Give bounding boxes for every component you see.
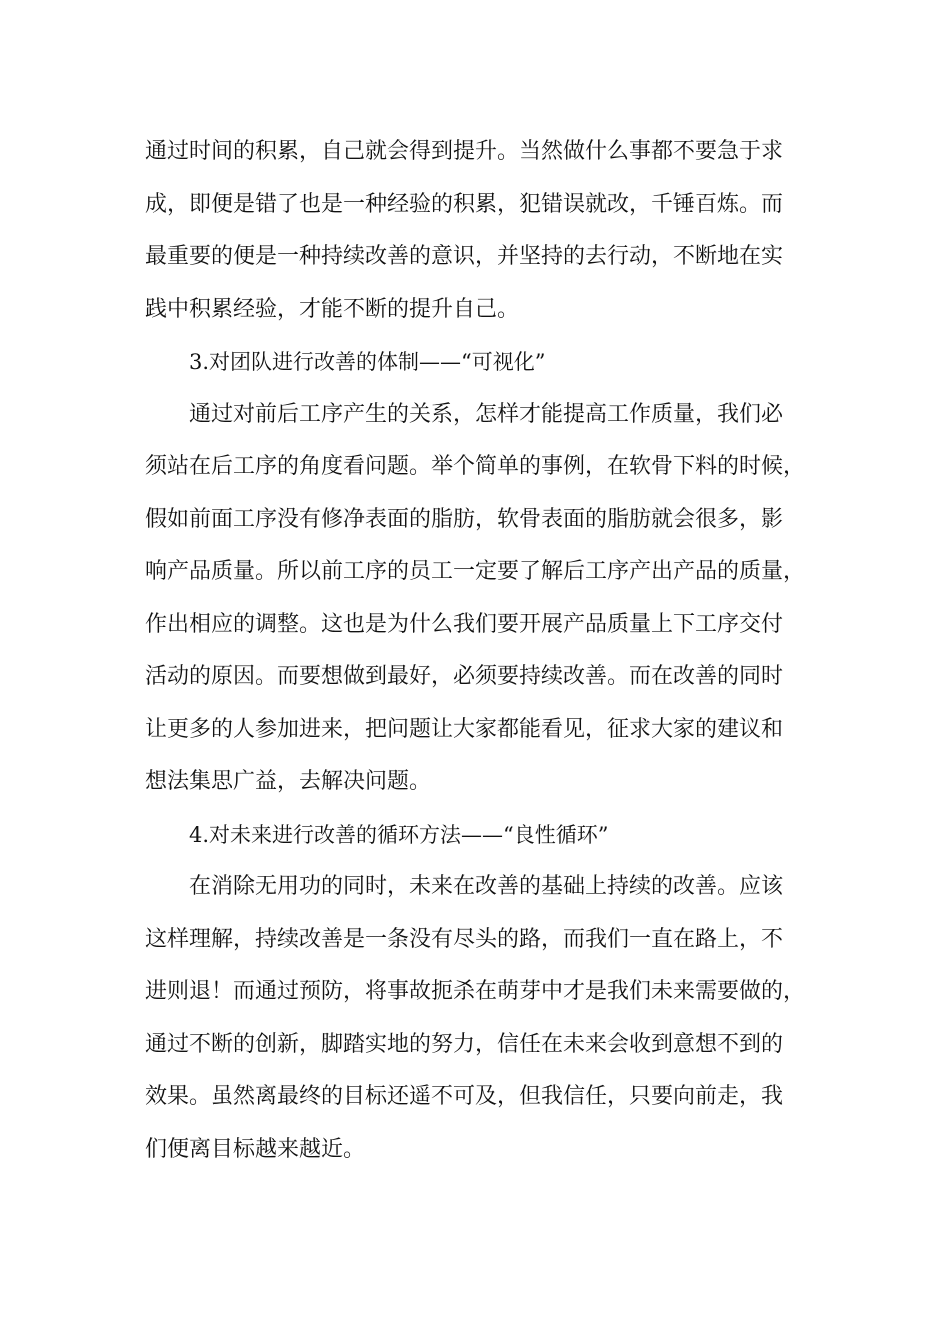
text-line: 通过不断的创新，脚踏实地的努力，信任在未来会收到意想不到的 — [145, 1031, 784, 1057]
paragraph-continuation — [145, 126, 845, 336]
text-line: 在消除无用功的同时，未来在改善的基础上持续的改善。应该 — [189, 874, 784, 899]
document-body — [145, 126, 845, 1176]
text-line: 活动的原因。而要想做到最好，必须要持续改善。而在改善的同时 — [145, 664, 784, 689]
text-line: 最重要的便是一种持续改善的意识，并坚持的去行动，不断地在实 — [145, 244, 784, 269]
text-line: 让更多的人参加进来，把问题让大家都能看见，征求大家的建议和 — [145, 716, 784, 742]
text-line: 作出相应的调整。这也是为什么我们要开展产品质量上下工序交付 — [145, 611, 784, 637]
text-line: 假如前面工序没有修净表面的脂肪，软骨表面的脂肪就会很多，影 — [145, 506, 784, 532]
text-line: 通过对前后工序产生的关系，怎样才能提高工作质量，我们必 — [189, 401, 784, 427]
section-heading-4: 4.对未来进行改善的循环方法——“良性循环” — [189, 822, 609, 847]
paragraph-virtuous-cycle — [145, 861, 845, 1176]
text-line: 须站在后工序的角度看问题。举个简单的事例，在软骨下料的时候， — [145, 454, 806, 479]
text-line: 这样理解，持续改善是一条没有尽头的路，而我们一直在路上，不 — [145, 926, 784, 952]
text-line: 践中积累经验，才能不断的提升自己。 — [145, 296, 520, 322]
text-line: 进则退！而通过预防，将事故扼杀在萌芽中才是我们未来需要做的， — [145, 979, 806, 1004]
text-line: 想法集思广益，去解决问题。 — [145, 769, 432, 794]
paragraph-visualization — [145, 389, 845, 809]
text-line: 响产品质量。所以前工序的员工一定要了解后工序产出产品的质量， — [145, 559, 806, 584]
text-line: 们便离目标越来越近。 — [145, 1136, 366, 1162]
section-heading-3: 3.对团队进行改善的体制——“可视化” — [189, 350, 546, 374]
text-line: 通过时间的积累，自己就会得到提升。当然做什么事都不要急于求 — [145, 139, 784, 164]
text-line: 效果。虽然离最终的目标还遥不可及，但我信任，只要向前走，我 — [145, 1084, 784, 1109]
text-line: 成，即便是错了也是一种经验的积累，犯错误就改，千锤百炼。而 — [145, 191, 784, 217]
